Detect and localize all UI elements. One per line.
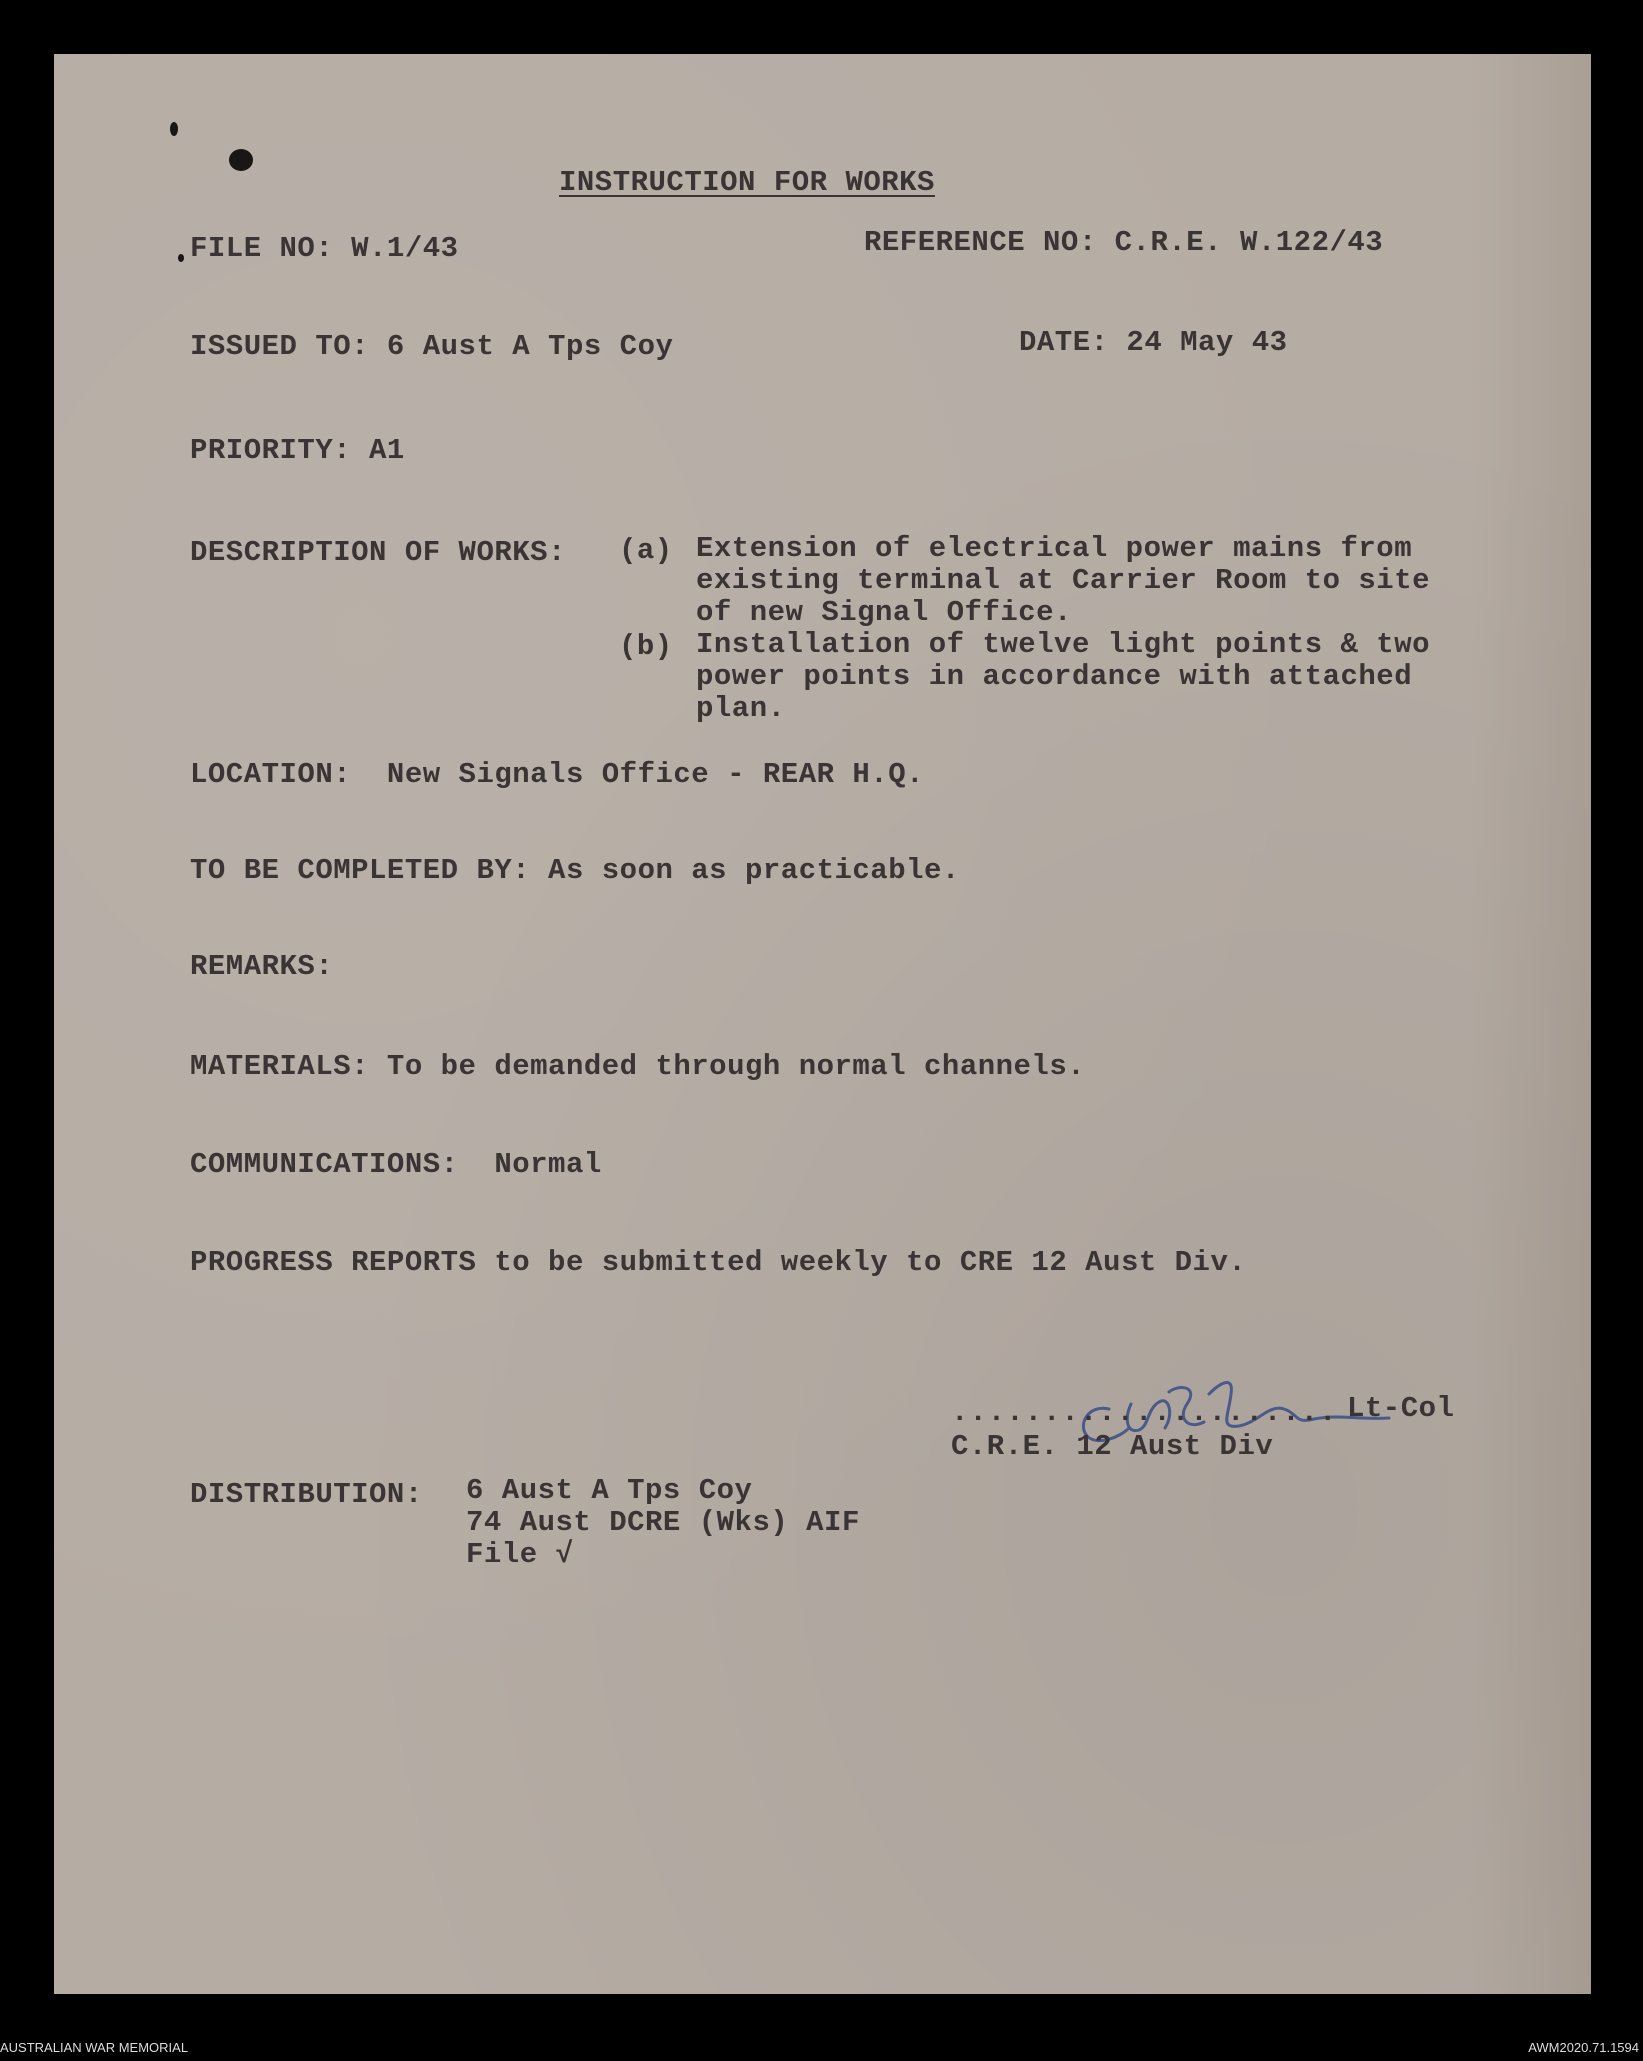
signature-rank: Lt-Col: [1347, 1392, 1455, 1425]
priority: PRIORITY: A1: [190, 434, 405, 467]
signature-title: C.R.E. 12 Aust Div: [951, 1430, 1274, 1463]
description-a-marker: (a): [619, 534, 673, 567]
description-b-marker: (b): [619, 630, 673, 663]
materials: MATERIALS: To be demanded through normal channels.: [190, 1050, 1086, 1083]
completion-date: TO BE COMPLETED BY: As soon as practicable.: [190, 854, 960, 887]
footer-left: AUSTRALIAN WAR MEMORIAL: [0, 2040, 189, 2055]
burn-mark: [170, 122, 178, 136]
description-b-line: Installation of twelve light points & two: [696, 628, 1431, 661]
description-b-line: power points in accordance with attached: [696, 660, 1413, 693]
progress-reports: PROGRESS REPORTS to be submitted weekly to CRE 12 Aust Div.: [190, 1246, 1247, 1279]
communications: COMMUNICATIONS: Normal: [190, 1148, 602, 1181]
description-a-line: Extension of electrical power mains from: [696, 532, 1413, 565]
distribution-item: 6 Aust A Tps Coy: [466, 1474, 753, 1507]
burn-mark: [229, 149, 253, 171]
description-b-line: plan.: [696, 692, 786, 725]
burn-mark: [178, 254, 184, 262]
date: DATE: 24 May 43: [1019, 326, 1288, 359]
distribution-label: DISTRIBUTION:: [190, 1478, 423, 1511]
footer-right: AWM2020.71.1594: [1528, 2040, 1639, 2055]
distribution-item: File √: [466, 1538, 574, 1571]
distribution-item: 74 Aust DCRE (Wks) AIF: [466, 1506, 860, 1539]
location: LOCATION: New Signals Office - REAR H.Q.: [190, 758, 925, 791]
file-number: FILE NO: W.1/43: [190, 232, 459, 265]
description-label: DESCRIPTION OF WORKS:: [190, 536, 566, 569]
description-a-line: existing terminal at Carrier Room to site: [696, 564, 1431, 597]
reference-number: REFERENCE NO: C.R.E. W.122/43: [864, 226, 1384, 259]
description-a-line: of new Signal Office.: [696, 596, 1072, 629]
signature-line: .....................: [951, 1396, 1338, 1429]
document-title: INSTRUCTION FOR WORKS: [559, 166, 935, 199]
remarks: REMARKS:: [190, 950, 334, 983]
issued-to: ISSUED TO: 6 Aust A Tps Coy: [190, 330, 674, 363]
document-page: [54, 54, 1591, 1994]
